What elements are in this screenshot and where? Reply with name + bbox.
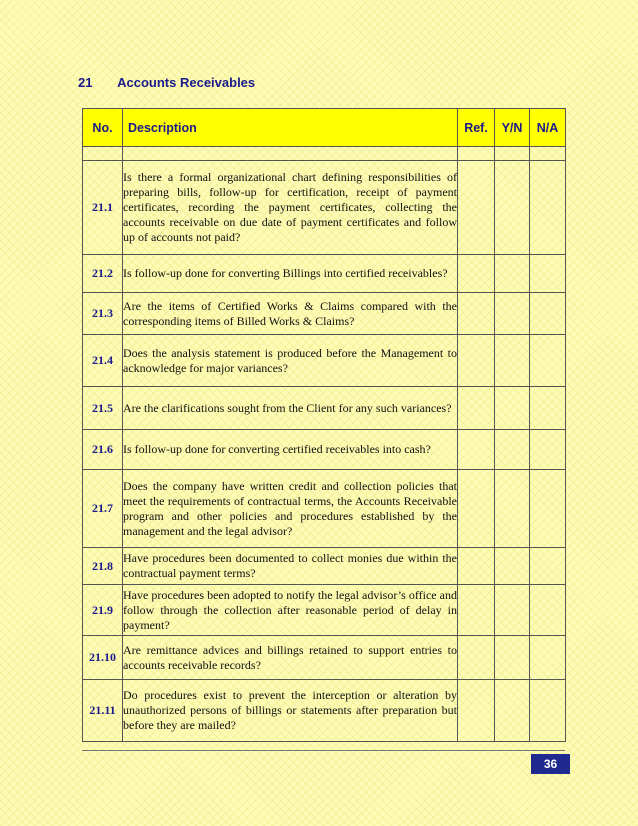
header-description: Description (123, 109, 458, 147)
na-cell[interactable] (530, 387, 566, 430)
table-row (83, 293, 566, 335)
ref-cell[interactable] (458, 255, 495, 293)
table-header (83, 109, 566, 147)
spacer-cell (495, 147, 530, 161)
table-row (83, 335, 566, 387)
row-description: Have procedures been documented to collect monies due within the contractual payment terms? (123, 548, 458, 585)
row-number: 21.3 (83, 293, 123, 335)
header-na: N/A (530, 109, 566, 147)
na-cell[interactable] (530, 680, 566, 742)
row-description: Does the analysis statement is produced before the Management to acknowledge for major variances? (123, 335, 458, 387)
yn-cell[interactable] (495, 335, 530, 387)
na-cell[interactable] (530, 636, 566, 680)
row-description: Have procedures been adopted to notify the legal advisor’s office and follow through the collection after reasonable period of delay in payment? (123, 585, 458, 636)
section-title: Accounts Receivables (117, 75, 256, 90)
row-number: 21.9 (83, 585, 123, 636)
header-ref: Ref. (458, 109, 495, 147)
table-body (83, 147, 566, 742)
ref-cell[interactable] (458, 585, 495, 636)
row-number: 21.6 (83, 430, 123, 470)
row-number: 21.7 (83, 470, 123, 548)
row-number: 21.8 (83, 548, 123, 585)
na-cell[interactable] (530, 585, 566, 636)
yn-cell[interactable] (495, 585, 530, 636)
row-number: 21.5 (83, 387, 123, 430)
ref-cell[interactable] (458, 335, 495, 387)
na-cell[interactable] (530, 430, 566, 470)
yn-cell[interactable] (495, 255, 530, 293)
na-cell[interactable] (530, 255, 566, 293)
page-number: 36 (531, 754, 570, 774)
table-row (83, 680, 566, 742)
row-description: Is there a formal organizational chart defining responsibilities of preparing bills, follow-up for certification, receipt of payment certificates, recording the payment certificates, collecting the accounts receivable on due date of payment certificates and follow up of accounts not paid? (123, 161, 458, 255)
table-row (83, 387, 566, 430)
checklist-table (82, 108, 566, 742)
spacer-row (83, 147, 566, 161)
header-yn: Y/N (495, 109, 530, 147)
row-number: 21.10 (83, 636, 123, 680)
row-number: 21.11 (83, 680, 123, 742)
na-cell[interactable] (530, 335, 566, 387)
spacer-cell (83, 147, 123, 161)
spacer-cell (458, 147, 495, 161)
header-no: No. (83, 109, 123, 147)
yn-cell[interactable] (495, 470, 530, 548)
row-description: Does the company have written credit and collection policies that meet the requirements of contractual terms, the Accounts Receivable program and other policies and procedures established by the management and the legal advisor? (123, 470, 458, 548)
table-row (83, 430, 566, 470)
na-cell[interactable] (530, 548, 566, 585)
row-number: 21.1 (83, 161, 123, 255)
yn-cell[interactable] (495, 636, 530, 680)
footer-divider (82, 750, 565, 751)
yn-cell[interactable] (495, 161, 530, 255)
ref-cell[interactable] (458, 293, 495, 335)
row-description: Is follow-up done for converting Billings into certified receivables? (123, 255, 458, 293)
ref-cell[interactable] (458, 636, 495, 680)
table-row (83, 161, 566, 255)
row-number: 21.4 (83, 335, 123, 387)
table-row (83, 548, 566, 585)
table-row (83, 470, 566, 548)
yn-cell[interactable] (495, 430, 530, 470)
yn-cell[interactable] (495, 548, 530, 585)
section-heading (78, 75, 255, 90)
ref-cell[interactable] (458, 387, 495, 430)
spacer-cell (123, 147, 458, 161)
yn-cell[interactable] (495, 680, 530, 742)
row-number: 21.2 (83, 255, 123, 293)
ref-cell[interactable] (458, 470, 495, 548)
row-description: Do procedures exist to prevent the interception or alteration by unauthorized persons of billings or statements after preparation but before they are mailed? (123, 680, 458, 742)
yn-cell[interactable] (495, 387, 530, 430)
table-row (83, 255, 566, 293)
table-row (83, 585, 566, 636)
na-cell[interactable] (530, 161, 566, 255)
na-cell[interactable] (530, 293, 566, 335)
yn-cell[interactable] (495, 293, 530, 335)
table-row (83, 636, 566, 680)
na-cell[interactable] (530, 470, 566, 548)
row-description: Is follow-up done for converting certified receivables into cash? (123, 430, 458, 470)
section-number: 21 (78, 75, 93, 90)
ref-cell[interactable] (458, 548, 495, 585)
row-description: Are the items of Certified Works & Claims compared with the corresponding items of Billed Works & Claims? (123, 293, 458, 335)
spacer-cell (530, 147, 566, 161)
ref-cell[interactable] (458, 430, 495, 470)
row-description: Are the clarifications sought from the Client for any such variances? (123, 387, 458, 430)
ref-cell[interactable] (458, 680, 495, 742)
ref-cell[interactable] (458, 161, 495, 255)
row-description: Are remittance advices and billings retained to support entries to accounts receivable records? (123, 636, 458, 680)
